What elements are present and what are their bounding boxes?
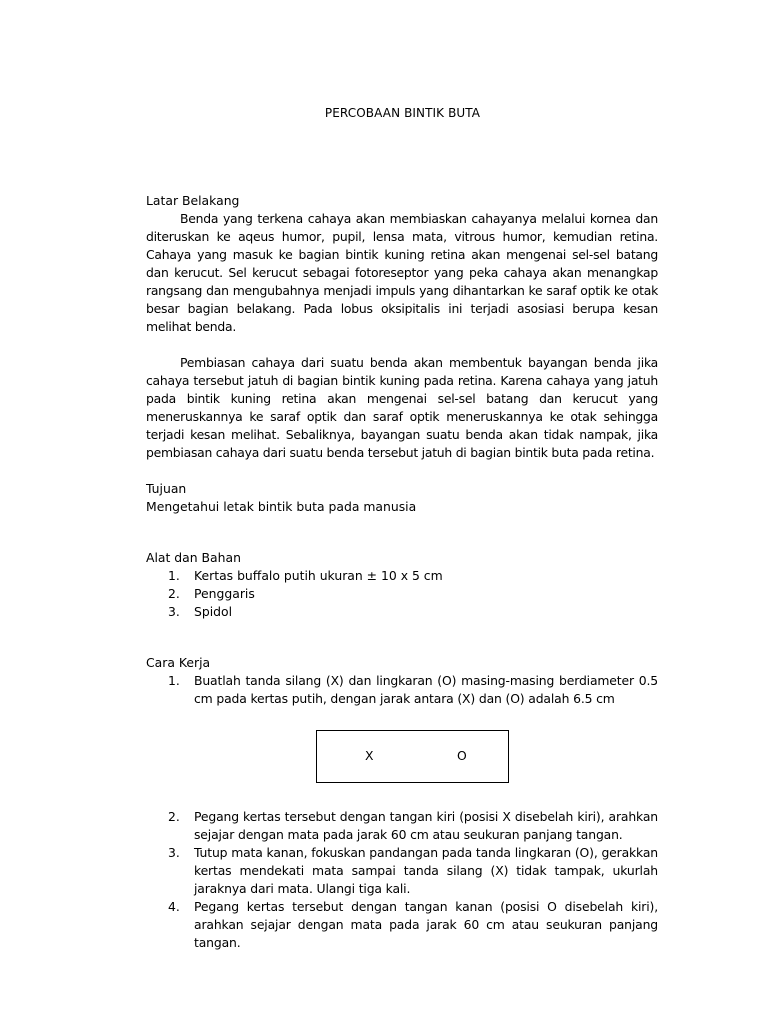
list-number: 2. (168, 586, 180, 601)
list-item-text: Spidol (194, 604, 233, 619)
tujuan-text: Mengetahui letak bintik buta pada manusia (146, 499, 417, 514)
section-heading-tujuan: Tujuan (146, 481, 187, 496)
list-item (146, 808, 658, 844)
list-number: 4. (168, 899, 180, 914)
list-item-text: Pegang kertas tersebut dengan tangan kiri (posisi X disebelah kiri), arahkan sejajar dengan mata pada jarak 60 cm atau seukuran panjang tangan. (194, 809, 658, 842)
section-heading-alat-bahan: Alat dan Bahan (146, 550, 241, 565)
document-body (146, 192, 658, 952)
list-item-text: Penggaris (194, 586, 255, 601)
cross-mark: X (365, 748, 374, 763)
circle-mark: O (457, 748, 467, 763)
section-heading-latar-belakang: Latar Belakang (146, 193, 240, 208)
list-number: 2. (168, 809, 180, 824)
alat-bahan-list (146, 567, 658, 621)
document-title: PERCOBAAN BINTIK BUTA (324, 106, 481, 120)
list-item (146, 844, 658, 898)
list-number: 3. (168, 604, 180, 619)
cara-kerja-list (146, 672, 658, 708)
section-heading-cara-kerja: Cara Kerja (146, 655, 211, 670)
paragraph-latar-belakang-1: Benda yang terkena cahaya akan membiaskan cahayanya melalui kornea dan diteruskan ke aqeus humor, pupil, lensa mata, vitrous humor, kemudian retina. Cahaya yang masuk ke bagian bintik kuning retina akan mengenai sel-sel batang dan kerucut. Sel kerucut sebagai fotoreseptor yang peka cahaya akan menangkap rangsang dan mengubahnya menjadi impuls yang dihantarkan ke saraf optik ke otak besar bagian belakang. Pada lobus oksipitalis ini terjadi asosiasi berupa kesan melihat benda. (146, 211, 658, 334)
paragraph-latar-belakang-2: Pembiasan cahaya dari suatu benda akan membentuk bayangan benda jika cahaya tersebut jatuh di bagian bintik kuning pada retina. Karena cahaya yang jatuh pada bintik kuning retina akan mengenai sel-sel batang dan kerucut yang meneruskannya ke saraf optik dan saraf optik meneruskannya ke otak sehingga terjadi kesan melihat. Sebaliknya, bayangan suatu benda akan tidak nampak, jika pembiasan cahaya dari suatu benda tersebut jatuh di bagian bintik buta pada retina. (146, 355, 658, 460)
diagram-area (146, 708, 658, 808)
list-item-text: Buatlah tanda silang (X) dan lingkaran (O) masing-masing berdiameter 0.5 cm pada kertas putih, dengan jarak antara (X) dan (O) adalah 6.5 cm (194, 673, 658, 706)
list-item (146, 672, 658, 708)
list-item-text: Tutup mata kanan, fokuskan pandangan pada tanda lingkaran (O), gerakkan kertas mendekati mata sampai tanda silang (X) tidak tampak, ukurlah jaraknya dari mata. Ulangi tiga kali. (194, 845, 658, 896)
list-number: 3. (168, 845, 180, 860)
list-item (146, 585, 658, 603)
list-item (146, 567, 658, 585)
list-number: 1. (168, 568, 180, 583)
list-item-text: Pegang kertas tersebut dengan tangan kanan (posisi O disebelah kiri), arahkan sejajar dengan mata pada jarak 60 cm atau seukuran panjang tangan. (194, 899, 658, 950)
list-number: 1. (168, 673, 180, 688)
blind-spot-card-diagram (316, 730, 509, 783)
cara-kerja-list-continued (146, 808, 658, 952)
list-item (146, 603, 658, 621)
list-item (146, 898, 658, 952)
list-item-text: Kertas buffalo putih ukuran ± 10 x 5 cm (194, 568, 443, 583)
